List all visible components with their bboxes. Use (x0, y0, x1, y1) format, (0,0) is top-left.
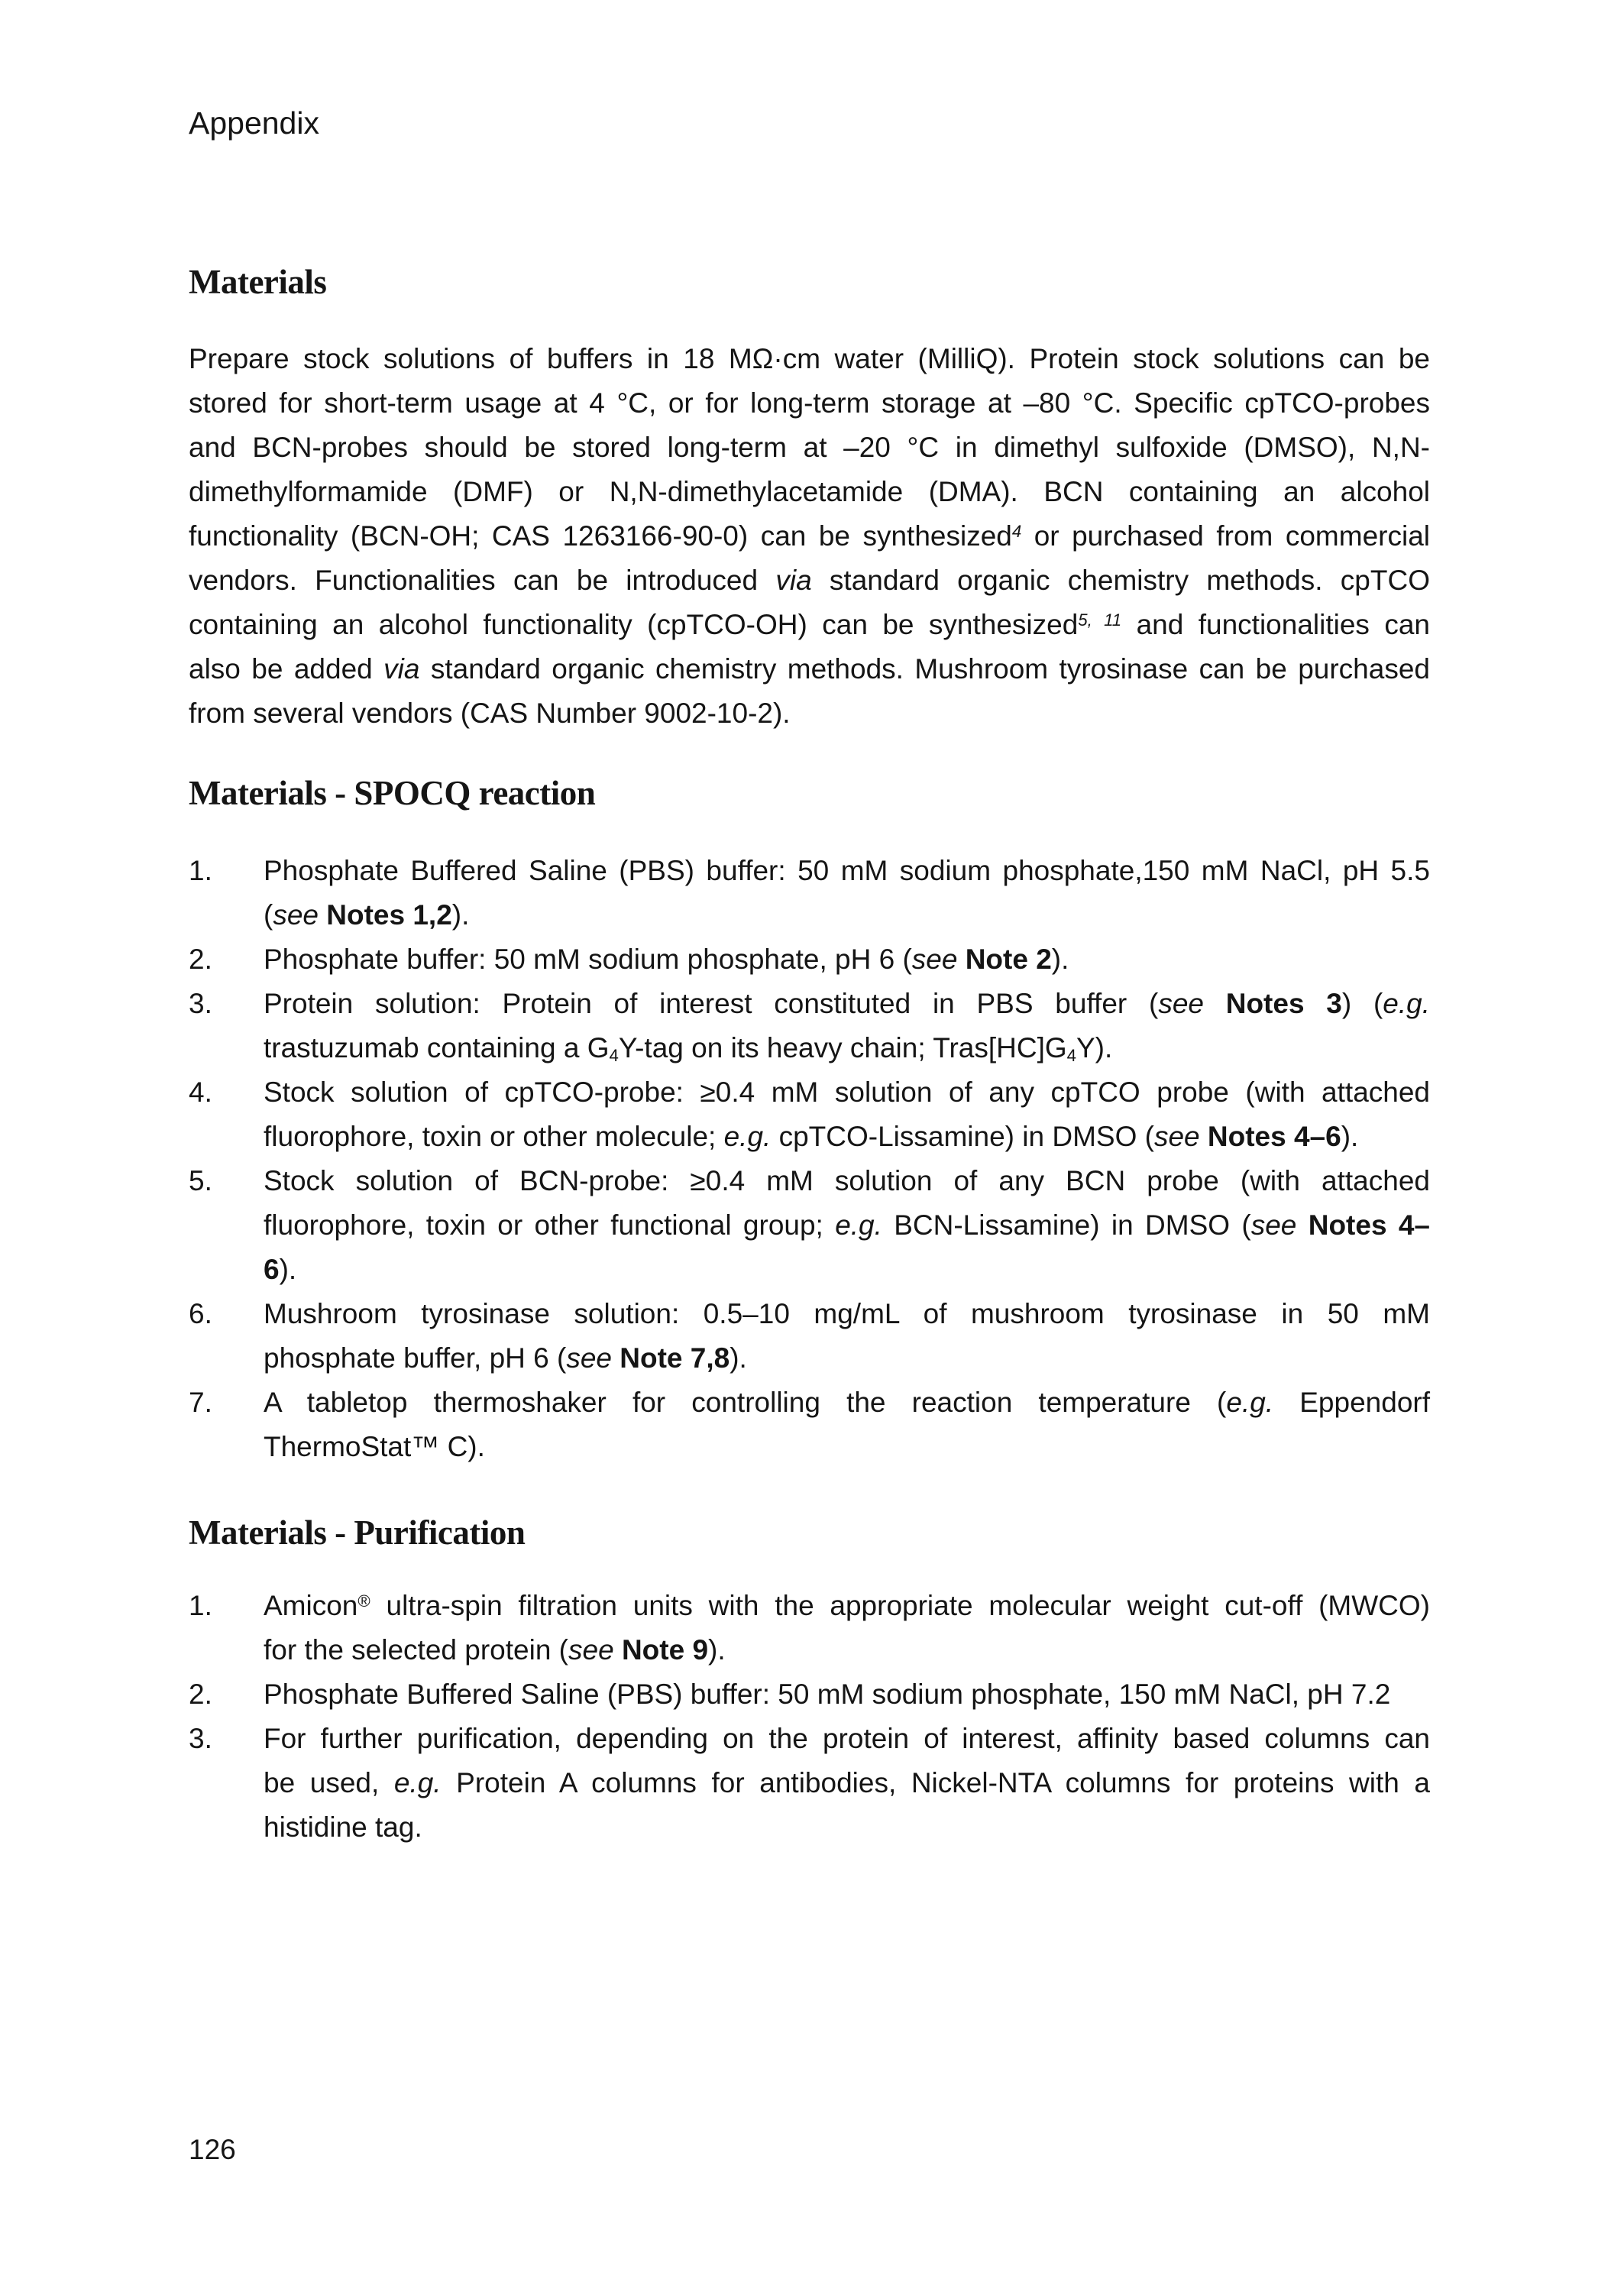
text-segment: Phosphate Buffered Saline (PBS) buffer: 50 mM sodium phosphate, 150 mM NaCl, pH 7.2 (264, 1679, 1391, 1710)
page-number: 126 (189, 2134, 236, 2165)
text-line (189, 691, 1430, 736)
text-segment: ). (730, 1342, 747, 1374)
text-segment-b: Notes 4– (1308, 1209, 1431, 1241)
list-item-number: 7. (189, 1387, 212, 1418)
list-item-text (264, 1292, 1430, 1381)
text-segment: Protein A columns for antibodies, Nickel-NTA columns for proteins with a (441, 1767, 1430, 1798)
purification-materials-list (189, 1584, 1430, 1850)
text-segment: Stock solution of cpTCO-probe: ≥0.4 mM solution of any cpTCO probe (with attached (264, 1076, 1430, 1108)
text-segment: standard organic chemistry methods. Mushroom tyrosinase can be purchased (419, 653, 1430, 685)
text-segment: ). (1341, 1121, 1359, 1152)
text-segment: ). (1051, 944, 1069, 975)
text-segment: Phosphate buffer: 50 mM sodium phosphate, pH 6 ( (264, 944, 912, 975)
numbered-list-item (189, 1717, 1430, 1850)
text-line (189, 603, 1430, 647)
list-item-number: 1. (189, 855, 212, 886)
list-item-number: 1. (189, 1590, 212, 1621)
text-segment: Prepare stock solutions of buffers in 18 MΩ·cm water (MilliQ). Protein stock solutions can be (189, 343, 1430, 374)
text-segment: Y). (1076, 1032, 1113, 1063)
text-line (264, 982, 1430, 1026)
text-line (189, 426, 1430, 470)
text-segment-i: e.g. (393, 1767, 442, 1798)
spocq-materials-list (189, 849, 1430, 1469)
text-segment-i: e.g. (1383, 988, 1430, 1019)
section-heading-spocq-reaction: Materials - SPOCQ reaction (189, 774, 596, 812)
text-line (264, 1336, 1430, 1381)
text-segment-i: see (1153, 1121, 1200, 1152)
text-segment-i: see (1250, 1209, 1297, 1241)
list-item-text (264, 1672, 1430, 1717)
text-segment: Amicon (264, 1590, 358, 1621)
numbered-list-item (189, 1672, 1430, 1717)
text-segment-b: Notes 3 (1225, 988, 1342, 1019)
text-segment: and BCN-probes should be stored long-term at –20 °C in dimethyl sulfoxide (DMSO), N,N- (189, 432, 1430, 463)
text-segment-b: Note 7,8 (620, 1342, 730, 1374)
running-header: Appendix (189, 105, 319, 141)
text-segment-i: e.g. (1226, 1387, 1274, 1418)
text-segment-b: 6 (264, 1254, 280, 1285)
text-segment (612, 1342, 620, 1374)
text-segment: vendors. Functionalities can be introduced (189, 565, 776, 596)
text-segment-sub: 4 (1066, 1045, 1076, 1065)
list-item-text (264, 1584, 1430, 1672)
text-segment-i: see (568, 1634, 614, 1666)
text-segment-b: Note 9 (621, 1634, 709, 1666)
text-segment: ). (708, 1634, 726, 1666)
text-line (264, 1672, 1430, 1717)
text-segment: functionality (BCN-OH; CAS 1263166-90-0) can be synthesized (189, 520, 1012, 552)
text-line (264, 1628, 1430, 1672)
text-segment (1296, 1209, 1308, 1241)
list-item-text (264, 1717, 1430, 1850)
section-heading-purification: Materials - Purification (189, 1513, 526, 1552)
text-line (264, 1203, 1430, 1248)
text-segment: trastuzumab containing a G (264, 1032, 610, 1063)
text-line (264, 937, 1430, 982)
text-segment: standard organic chemistry methods. cpTCO (811, 565, 1430, 596)
text-segment-i: e.g. (723, 1121, 772, 1152)
text-segment-b: Notes 1,2 (326, 899, 452, 931)
text-segment-sup: ® (357, 1591, 370, 1611)
text-line (264, 1115, 1430, 1159)
text-segment: A tabletop thermoshaker for controlling the reaction temperature ( (264, 1387, 1227, 1418)
list-item-number: 4. (189, 1076, 212, 1108)
text-line (264, 1805, 1430, 1850)
numbered-list-item (189, 1159, 1430, 1292)
text-segment: histidine tag. (264, 1811, 422, 1843)
text-segment: Y-tag on its heavy chain; Tras[HC]G (618, 1032, 1067, 1063)
list-item-text (264, 1381, 1430, 1469)
text-segment-supi: 5, 11 (1078, 610, 1122, 630)
list-item-number: 6. (189, 1298, 212, 1329)
text-line (189, 514, 1430, 558)
text-segment: ) ( (1341, 988, 1383, 1019)
text-segment: stored for short-term usage at 4 °C, or for long-term storage at –80 °C. Specific cpTCO-probes (189, 387, 1430, 419)
text-line (189, 470, 1430, 514)
text-segment (1204, 988, 1226, 1019)
text-segment: ). (451, 899, 470, 931)
text-segment (957, 944, 965, 975)
text-segment: ultra-spin filtration units with the appropriate molecular weight cut-off (MWCO) (370, 1590, 1430, 1621)
section-heading-materials: Materials (189, 263, 327, 301)
list-item-number: 2. (189, 1679, 212, 1710)
text-segment: ). (279, 1254, 297, 1285)
list-item-number: 2. (189, 944, 212, 975)
text-segment: Mushroom tyrosinase solution: 0.5–10 mg/mL of mushroom tyrosinase in 50 mM (264, 1298, 1430, 1329)
text-line (189, 647, 1430, 691)
text-segment: fluorophore, toxin or other molecule; (264, 1121, 724, 1152)
text-segment: from several vendors (CAS Number 9002-10-2). (189, 698, 791, 729)
list-item-text (264, 1159, 1430, 1292)
text-segment-i: via (775, 565, 812, 596)
text-segment: and functionalities can (1121, 609, 1431, 640)
text-segment: Eppendorf (1273, 1387, 1430, 1418)
list-item-text (264, 1070, 1430, 1159)
text-segment: fluorophore, toxin or other functional group; (264, 1209, 836, 1241)
text-segment-i: see (566, 1342, 612, 1374)
list-item-number: 5. (189, 1165, 212, 1196)
numbered-list-item (189, 982, 1430, 1070)
text-segment-i: see (273, 899, 319, 931)
text-line (264, 1381, 1430, 1425)
text-segment-supi: 4 (1011, 521, 1022, 541)
text-segment: also be added (189, 653, 384, 685)
text-segment-b: Notes 4–6 (1207, 1121, 1341, 1152)
numbered-list-item (189, 1292, 1430, 1381)
numbered-list-item (189, 1070, 1430, 1159)
list-item-number: 3. (189, 988, 212, 1019)
text-segment: or purchased from commercial (1021, 520, 1430, 552)
text-segment: Protein solution: Protein of interest constituted in PBS buffer ( (264, 988, 1159, 1019)
text-segment: ThermoStat™ C). (264, 1431, 485, 1462)
text-segment-i: see (1158, 988, 1204, 1019)
numbered-list-item (189, 1381, 1430, 1469)
numbered-list-item (189, 1584, 1430, 1672)
list-item-text (264, 849, 1430, 937)
list-item-text (264, 982, 1430, 1070)
materials-intro-paragraph (189, 337, 1430, 736)
text-segment-sub: 4 (609, 1045, 619, 1065)
text-segment: for the selected protein ( (264, 1634, 568, 1666)
text-segment-i: via (383, 653, 420, 685)
list-item-text (264, 937, 1430, 982)
list-item-number: 3. (189, 1723, 212, 1754)
text-segment-b: Note 2 (965, 944, 1052, 975)
text-segment-i: see (911, 944, 958, 975)
text-line (264, 849, 1430, 893)
text-segment: be used, (264, 1767, 394, 1798)
text-line (264, 1159, 1430, 1203)
text-line (264, 1761, 1430, 1805)
text-segment-i: e.g. (835, 1209, 882, 1241)
numbered-list-item (189, 937, 1430, 982)
text-line (264, 1292, 1430, 1336)
text-line (264, 1425, 1430, 1469)
text-line (264, 1584, 1430, 1628)
text-segment: dimethylformamide (DMF) or N,N-dimethylacetamide (DMA). BCN containing an alcohol (189, 476, 1430, 507)
text-line (264, 1070, 1430, 1115)
text-line (264, 893, 1430, 937)
text-segment: For further purification, depending on the protein of interest, affinity based columns can (264, 1723, 1430, 1754)
text-segment (319, 899, 326, 931)
text-line (264, 1717, 1430, 1761)
text-segment: phosphate buffer, pH 6 ( (264, 1342, 567, 1374)
text-line (264, 1248, 1430, 1292)
text-segment: containing an alcohol functionality (cpTCO-OH) can be synthesized (189, 609, 1079, 640)
text-segment: Phosphate Buffered Saline (PBS) buffer: 50 mM sodium phosphate,150 mM NaCl, pH 5.5 (264, 855, 1430, 886)
text-segment (614, 1634, 622, 1666)
text-line (189, 381, 1430, 426)
text-segment: BCN-Lissamine) in DMSO ( (882, 1209, 1251, 1241)
text-segment: Stock solution of BCN-probe: ≥0.4 mM solution of any BCN probe (with attached (264, 1165, 1430, 1196)
text-segment (1200, 1121, 1208, 1152)
text-line (264, 1026, 1430, 1070)
numbered-list-item (189, 849, 1430, 937)
text-segment: ( (264, 899, 273, 931)
text-line (189, 558, 1430, 603)
text-segment: cpTCO-Lissamine) in DMSO ( (771, 1121, 1154, 1152)
text-line (189, 337, 1430, 381)
